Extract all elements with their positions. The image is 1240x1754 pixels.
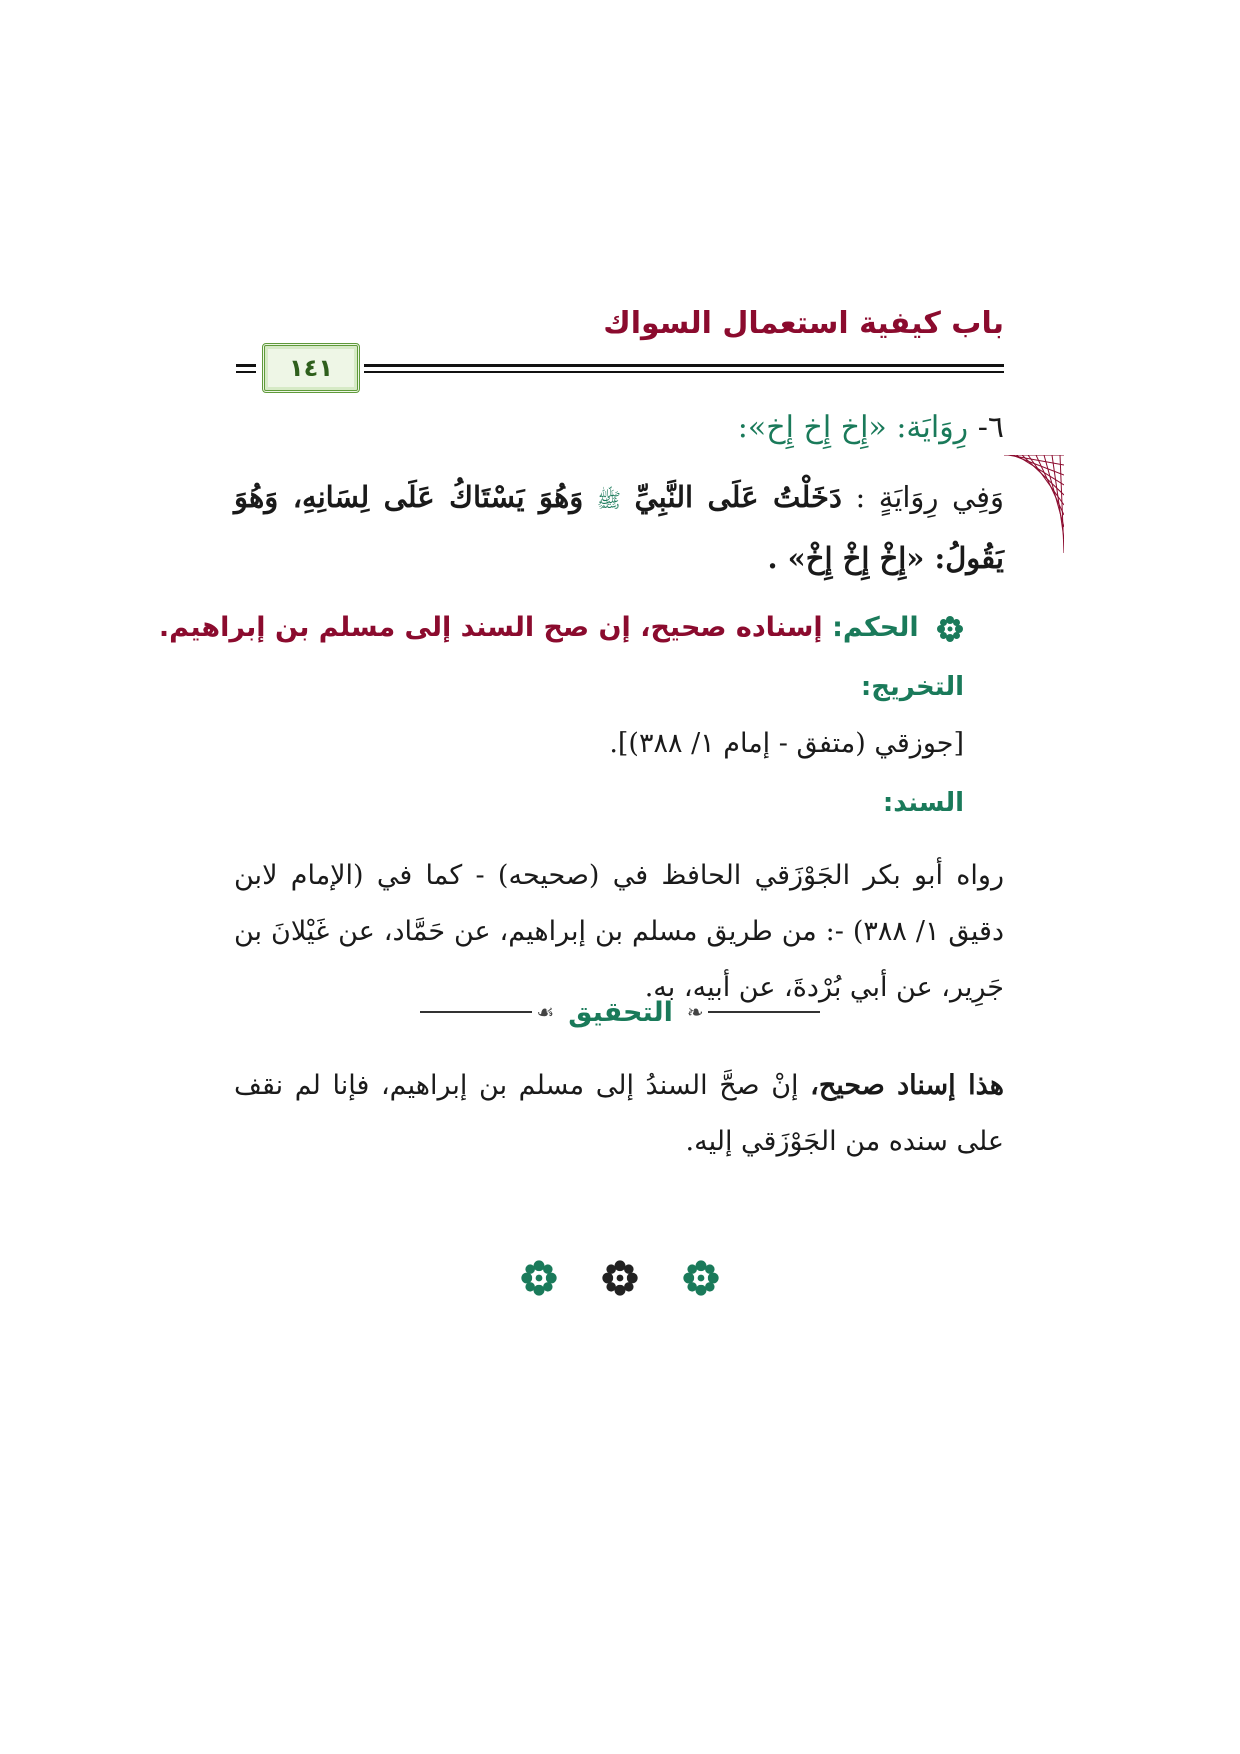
header-rule-left — [236, 364, 256, 373]
flower-icon — [682, 1259, 720, 1297]
tahqiq-text — [234, 1058, 1004, 1170]
quote-part-1: دَخَلْتُ عَلَى النَّبِيِّ — [634, 480, 842, 514]
page-number-badge — [262, 343, 360, 393]
honorific-symbol: ﷺ — [596, 488, 621, 512]
tahqiq-divider — [420, 992, 820, 1032]
flower-icon — [601, 1259, 639, 1297]
divider-line-right — [708, 1011, 820, 1013]
page-number: ١٤١ — [289, 354, 333, 382]
corner-hatch-icon — [1004, 455, 1064, 555]
narration-number: ٦- — [977, 410, 1004, 445]
sanad-text: رواه أبو بكر الجَوْزَقي الحافظ في (صحيحه) - كما في (الإمام لابن دقيق ١/ ٣٨٨) -: من طريق مسلم بن إبراهيم، عن حَمَّاد، عن غَيْلانَ بن جَرِير، عن أبي بُرْدةَ، عن أبيه، به. — [234, 860, 1004, 1003]
quote-part-2: وَهُوَ يَسْتَاكُ عَلَى لِسَانِهِ، وَهُوَ يَقُولُ: «إِخْ إِخْ إِخْ» . — [234, 480, 1004, 575]
flower-icon — [936, 615, 964, 643]
ruling-text: إسناده صحيح، إن صح السند إلى مسلم بن إبراهيم. — [158, 612, 823, 643]
chapter-title: باب كيفية استعمال السواك — [603, 306, 1004, 341]
takhrij-text: [جوزقي (متفق - إمام ١/ ٣٨٨)]. — [609, 728, 964, 759]
divider-ornament-icon: ☙ — [536, 1000, 555, 1024]
tahqiq-body: إنْ صحَّ السندُ إلى مسلم بن إبراهيم، فإنا لم نقف على سنده من الجَوْزَقي إليه. — [234, 1070, 1004, 1157]
divider-line-left — [420, 1011, 532, 1013]
sanad-label: السند: — [882, 788, 964, 818]
header-rule-right — [364, 364, 1004, 373]
end-ornaments — [520, 1258, 720, 1298]
quote-intro: وَفِي رِوَايَةٍ : — [855, 480, 1005, 514]
narration-heading — [738, 410, 1004, 445]
tahqiq-bold: هذا إسناد صحيح، — [810, 1070, 1004, 1101]
tahqiq-title: التحقيق — [568, 996, 673, 1028]
takhrij-label: التخريج: — [860, 672, 964, 702]
divider-ornament-icon: ❧ — [686, 1000, 704, 1024]
hadith-quote — [234, 468, 1004, 587]
ruling-label: الحكم: — [832, 612, 919, 643]
narration-title: رِوَايَة: «إِخ إِخ إِخ»: — [737, 410, 969, 445]
ruling-line — [159, 612, 964, 643]
flower-icon — [520, 1259, 558, 1297]
